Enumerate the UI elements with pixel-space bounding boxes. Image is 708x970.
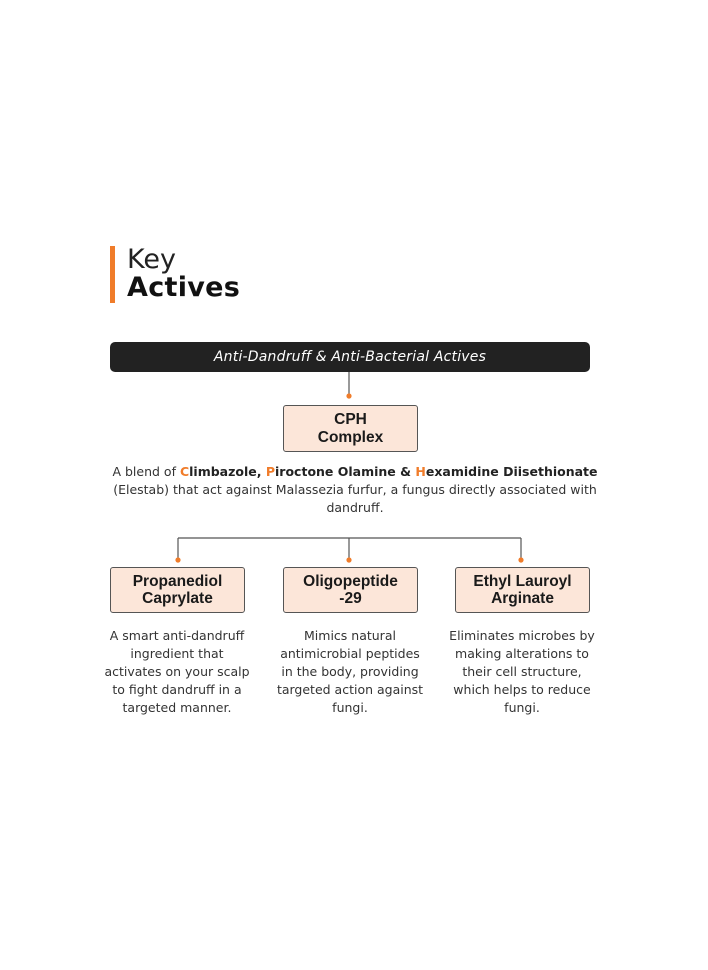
active-box-propanediol-caprylate <box>110 567 245 613</box>
connector-dot-1 <box>175 557 180 562</box>
connector-dot-cph <box>346 393 351 398</box>
active-description-1: A smart anti-dandruff ingredient that activates on your scalp to fight dandruff in a targeted manner. <box>104 628 250 715</box>
active-box-ethyl-lauroyl-arginate <box>455 567 590 613</box>
active-description-3: Eliminates microbes by making alterations to their cell structure, which helps to reduce fungi. <box>449 628 595 715</box>
active-box-2-line1: Oligopeptide <box>303 572 398 590</box>
heading-line-actives: Actives <box>127 272 241 304</box>
active-box-2-line2: -29 <box>339 590 362 607</box>
blend-ing3-initial: H <box>415 464 426 479</box>
active-box-1-line1: Propanediol <box>132 572 223 590</box>
category-banner <box>110 342 590 372</box>
active-description-2: Mimics natural antimicrobial peptides in the body, providing targeted action against fungi. <box>276 628 424 715</box>
cph-box-line2: Complex <box>317 428 384 446</box>
blend-ing3-rest: examidine Diisethionate <box>425 464 598 479</box>
blend-prefix: A blend of <box>112 464 180 479</box>
blend-ing2-rest: iroctone Olamine & <box>275 464 416 479</box>
active-box-3-line1: Ethyl Lauroyl <box>473 572 572 590</box>
active-box-1-line2: Caprylate <box>142 590 213 607</box>
section-heading <box>110 246 240 303</box>
blend-ing1-rest: limbazole, <box>189 464 266 479</box>
cph-box-line1: CPH <box>334 411 367 429</box>
connector-dot-2 <box>346 557 351 562</box>
blend-ing2-initial: P <box>265 464 276 479</box>
banner-label: Anti-Dandruff & Anti-Bacterial Actives <box>213 349 487 365</box>
connector-dot-3 <box>518 557 523 562</box>
blend-description <box>100 463 610 517</box>
cph-complex-box <box>283 405 418 452</box>
heading-line-key: Key <box>127 244 176 275</box>
active-box-3-line2: Arginate <box>491 590 554 607</box>
blend-suffix: (Elestab) that act against Malassezia furfur, a fungus directly associated with dandruff. <box>113 482 597 515</box>
active-box-oligopeptide-29 <box>283 567 418 613</box>
blend-ing1-initial: C <box>179 464 190 479</box>
